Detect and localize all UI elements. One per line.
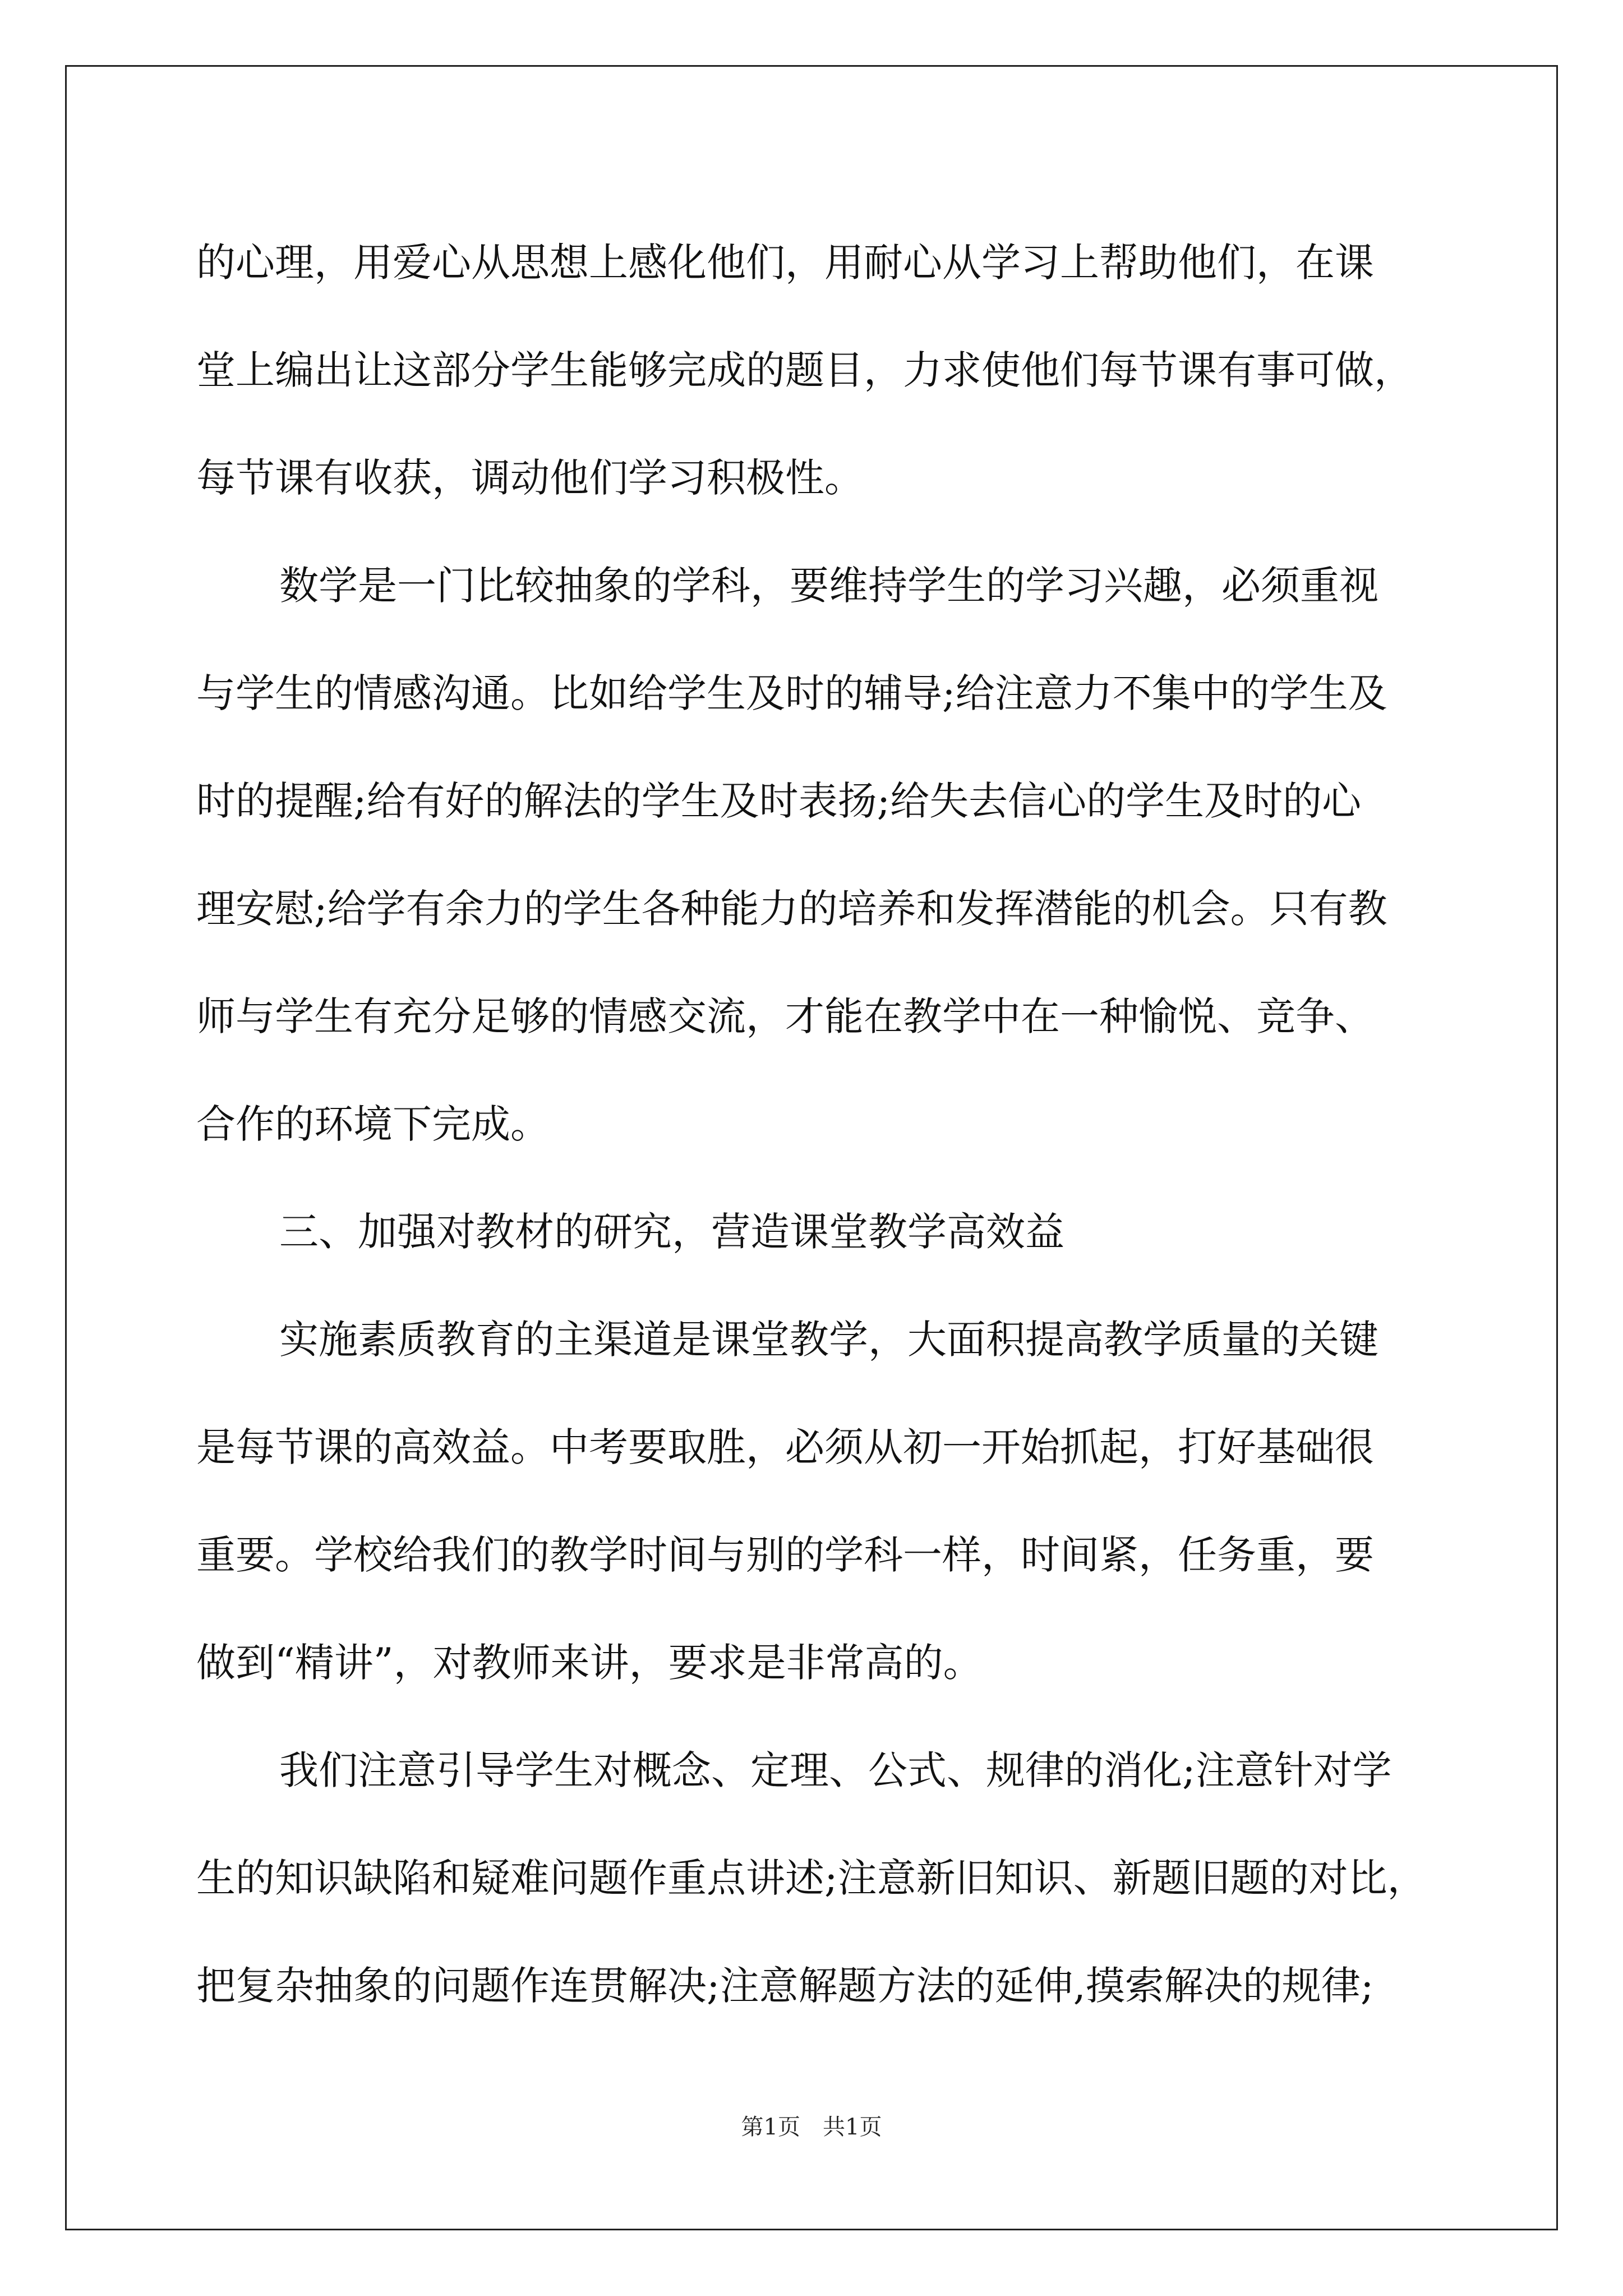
text-line: 理安慰;给学有余力的学生各种能力的培养和发挥潜能的机会。只有教 — [196, 886, 1387, 932]
text-line: 生的知识缺陷和疑难问题作重点讲述;注意新旧知识、新题旧题的对比， — [196, 1855, 1427, 1901]
text-line: 重要。学校给我们的教学时间与别的学科一样，时间紧，任务重，要 — [196, 1532, 1374, 1578]
paragraph-start-line: 我们注意引导学生对概念、定理、公式、规律的消化;注意针对学 — [279, 1747, 1392, 1793]
page-number: 第1页 — [741, 2114, 800, 2140]
text-line: 是每节课的高效益。中考要取胜，必须从初一开始抓起，打好基础很 — [196, 1424, 1374, 1470]
page-footer — [0, 2109, 1623, 2141]
document-body — [196, 209, 1427, 2040]
text-line: 堂上编出让这部分学生能够完成的题目，力求使他们每节课有事可做， — [196, 347, 1413, 393]
text-line: 与学生的情感沟通。比如给学生及时的辅导;给注意力不集中的学生及 — [196, 670, 1387, 716]
paragraph-start-line: 实施素质教育的主渠道是课堂教学，大面积提高教学质量的关键 — [279, 1317, 1378, 1363]
text-line: 每节课有收获，调动他们学习积极性。 — [196, 455, 864, 501]
section-heading: 三、加强对教材的研究，营造课堂教学高效益 — [279, 1209, 1064, 1255]
text-line: 师与学生有充分足够的情感交流，才能在教学中在一种愉悦、竞争、 — [196, 993, 1374, 1039]
text-line: 合作的环境下完成。 — [196, 1101, 550, 1147]
text-line: 的心理，用爱心从思想上感化他们，用耐心从学习上帮助他们，在课 — [196, 240, 1374, 286]
page-total: 共1页 — [823, 2114, 882, 2140]
text-line: 做到“精讲”，对教师来讲，要求是非常高的。 — [196, 1640, 983, 1686]
text-line: 把复杂抽象的问题作连贯解决;注意解题方法的延伸,摸索解决的规律; — [196, 1963, 1374, 2009]
paragraph-start-line: 数学是一门比较抽象的学科，要维持学生的学习兴趣，必须重视 — [279, 563, 1378, 609]
text-line: 时的提醒;给有好的解法的学生及时表扬;给失去信心的学生及时的心 — [196, 778, 1362, 824]
